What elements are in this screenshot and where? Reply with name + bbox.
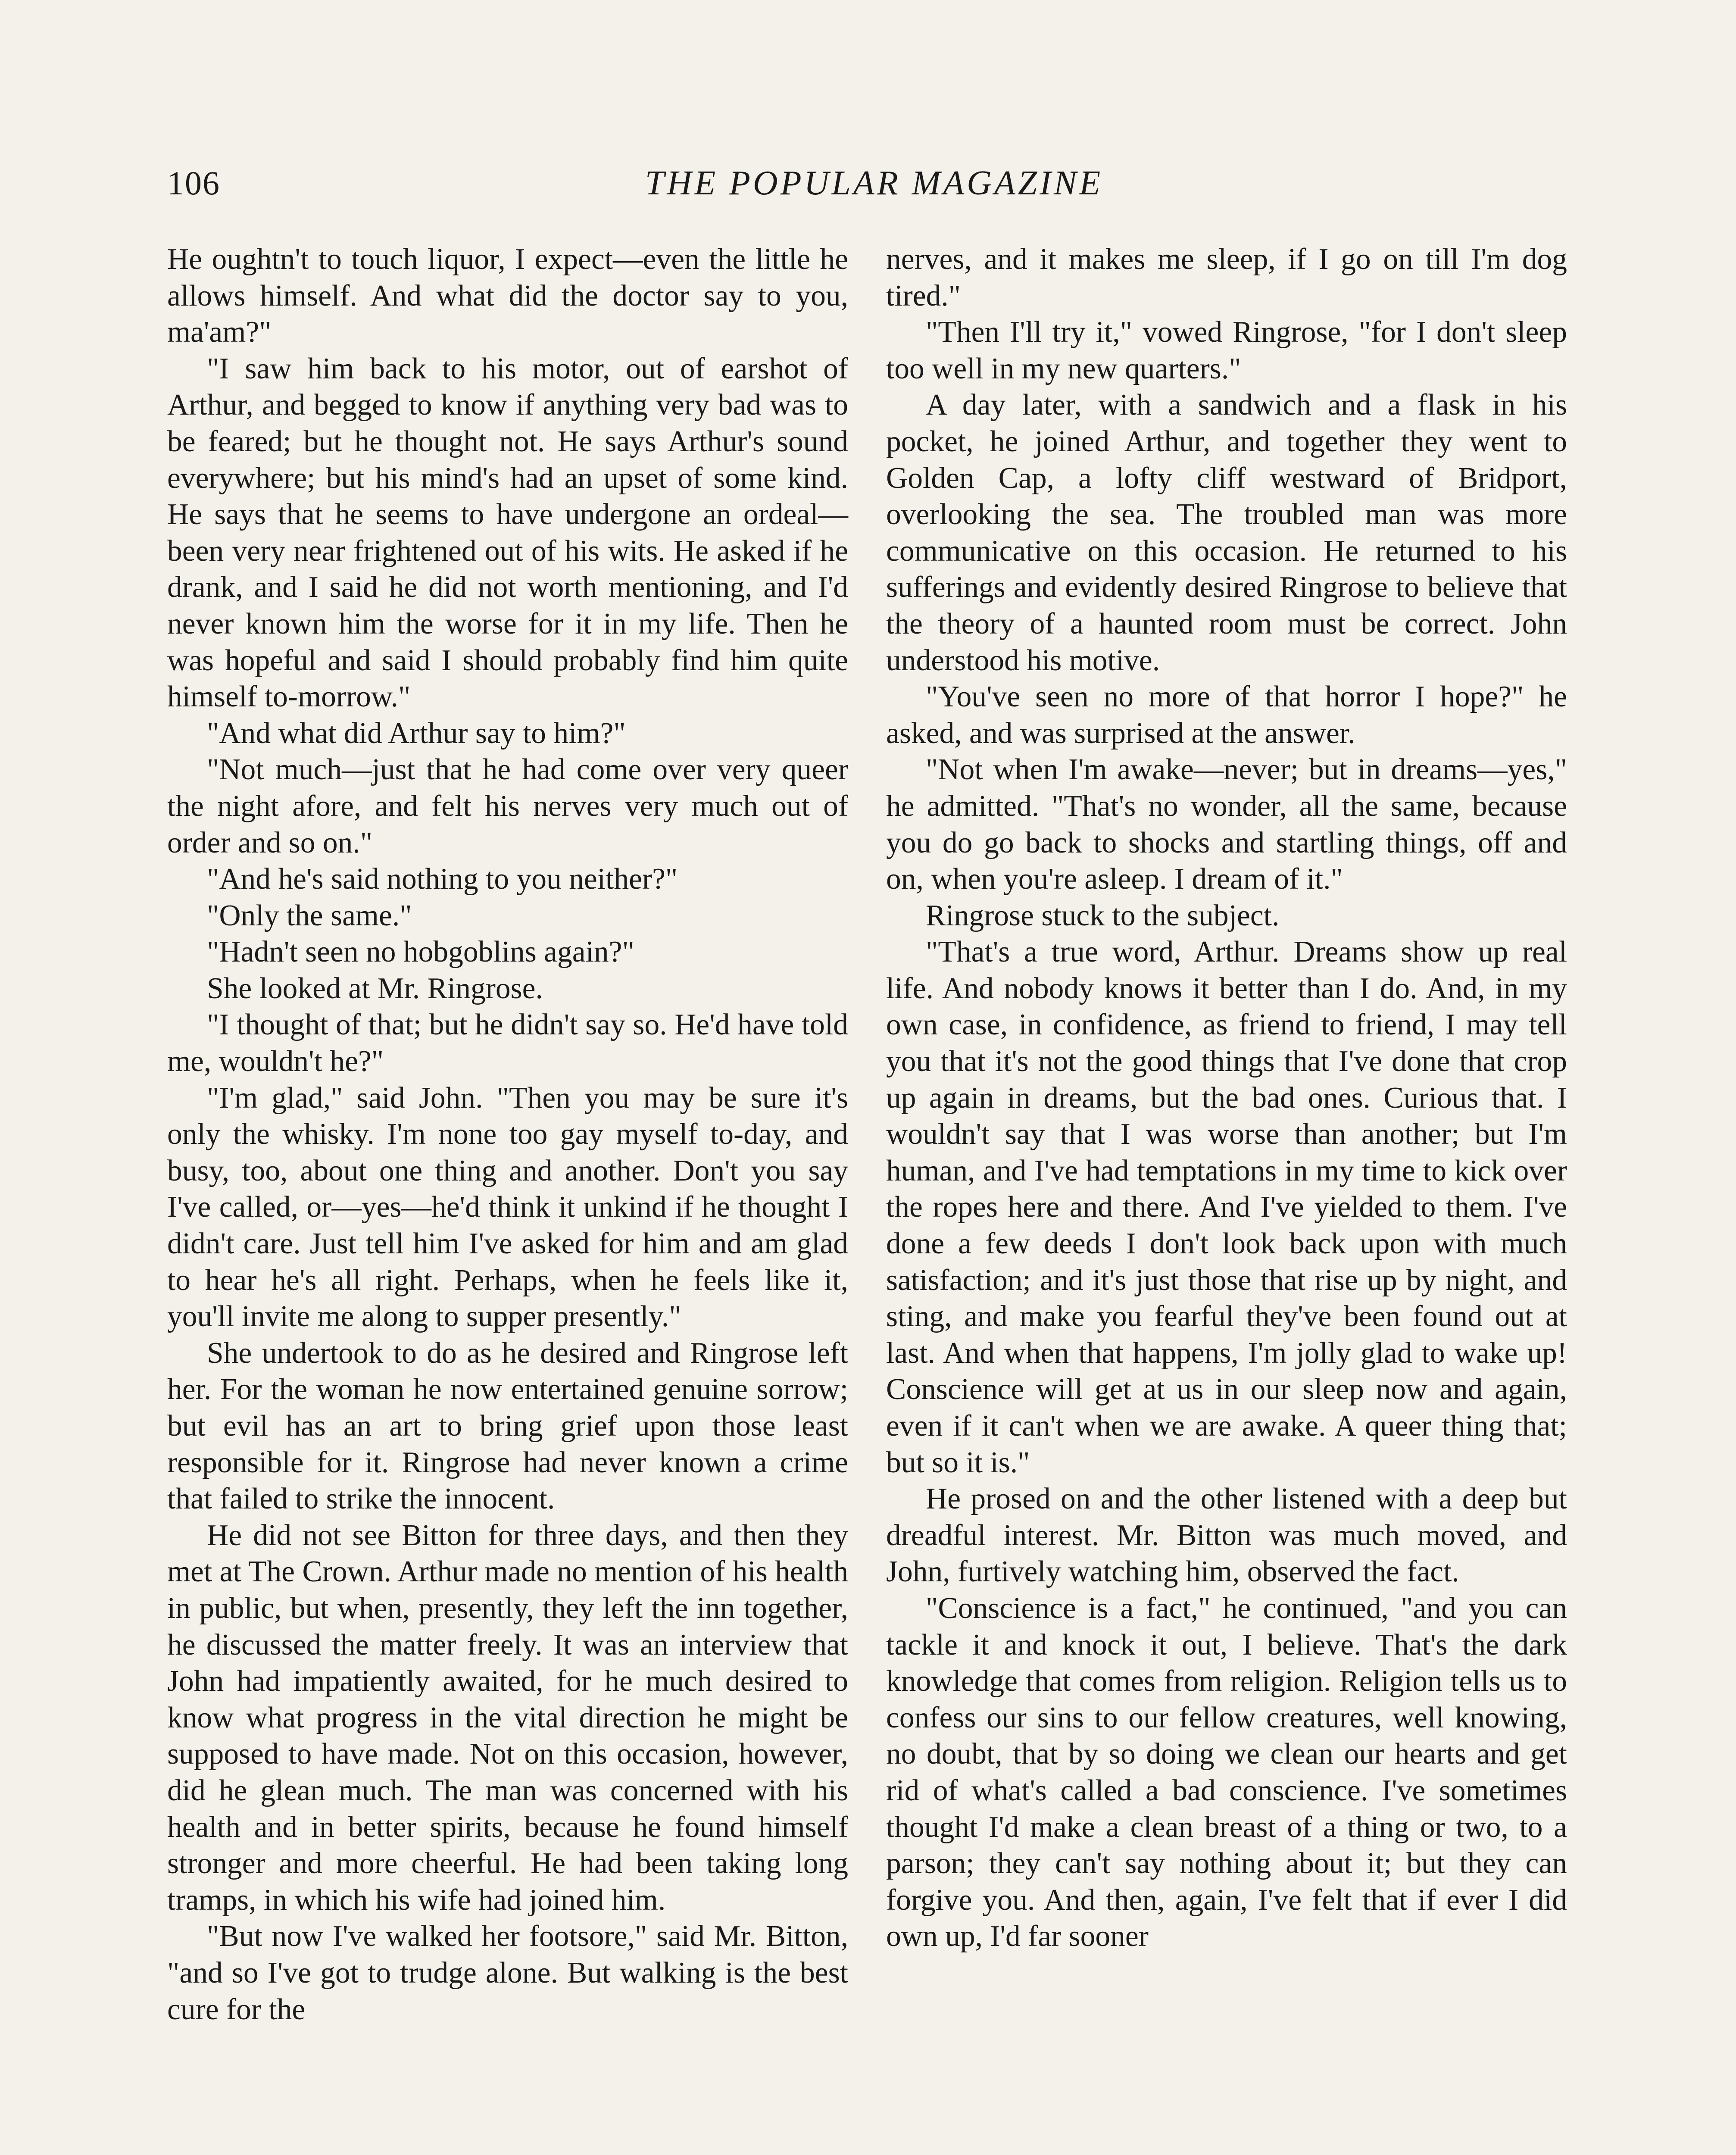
running-title: THE POPULAR MAGAZINE	[645, 164, 1103, 202]
paragraph: She undertook to do as he desired and Ringrose left her. For the woman he now entertained genuine sorrow; but evil has an art to bring grief upon those least responsible for it. Ringrose had never known a crime that failed to strike the innocent.	[167, 1336, 848, 1516]
paragraph: "And what did Arthur say to him?"	[207, 716, 626, 750]
paragraph: "And he's said nothing to you neither?"	[207, 862, 678, 896]
paragraph: He did not see Bitton for three days, and then they met at The Crown. Arthur made no mention of his health in public, but when, presently, they left the inn together, he discussed the matter freely. It was an interview that John had impatiently awaited, for he much desired to know what progress in the vital direction he might be supposed to have made. Not on this occasion, however, did he glean much. The man was concerned with his health and in better spirits, because he found himself stronger and more cheerful. He had been taking long tramps, in which his wife had joined him.	[167, 1518, 848, 1917]
paragraph: "Not much—just that he had come over very queer the night afore, and felt his nerves very much out of order and so on."	[167, 753, 848, 859]
paragraph: "I saw him back to his motor, out of earshot of Arthur, and begged to know if anything very bad was to be feared; but he thought not. He says Arthur's sound everywhere; but his mind's had an upset of some kind. He says that he seems to have undergone an ordeal—been very near frightened out of his wits. He asked if he drank, and I said he did not worth mentioning, and I'd never known him the worse for it in my life. Then he was hopeful and said I should probably find him quite himself to-morrow."	[167, 352, 848, 714]
paragraph: "Hadn't seen no hobgoblins again?"	[207, 935, 634, 969]
paragraph: A day later, with a sandwich and a flask in his pocket, he joined Arthur, and together they went to Golden Cap, a lofty cliff westward of Bridport, overlooking the sea. The troubled man was more communicative on this occasion. He returned to his sufferings and evidently desired Ringrose to believe that the theory of a haunted room must be correct. John understood his motive.	[886, 388, 1567, 677]
paragraph: nerves, and it makes me sleep, if I go on till I'm dog tired."	[886, 243, 1567, 312]
page-number: 106	[167, 164, 220, 202]
right-column	[886, 241, 1567, 1955]
paragraph: He oughtn't to touch liquor, I expect—even the little he allows himself. And what did the doctor say to you, ma'am?"	[167, 243, 848, 349]
paragraph: "Only the same."	[207, 899, 412, 932]
paragraph: He prosed on and the other listened with a deep but dreadful interest. Mr. Bitton was much moved, and John, furtively watching him, observed the fact.	[886, 1482, 1567, 1589]
paragraph: "Then I'll try it," vowed Ringrose, "for I don't sleep too well in my new quarters."	[886, 315, 1567, 385]
left-column	[167, 241, 848, 2028]
paragraph: "Not when I'm awake—never; but in dreams—yes," he admitted. "That's no wonder, all the same, because you do go back to shocks and startling things, off and on, when you're asleep. I dream of it."	[886, 753, 1567, 896]
paragraph: "You've seen no more of that horror I hope?" he asked, and was surprised at the answer.	[886, 680, 1567, 750]
paragraph: "I thought of that; but he didn't say so. He'd have told me, wouldn't he?"	[167, 1008, 848, 1078]
paragraph: "That's a true word, Arthur. Dreams show up real life. And nobody knows it better than I do. And, in my own case, in confidence, as friend to friend, I may tell you that it's not the good things that I've done that crop up again in dreams, but the bad ones. Curious that. I wouldn't say that I was worse than another; but I'm human, and I've had temptations in my time to kick over the ropes here and there. And I've yielded to them. I've done a few deeds I don't look back upon with much satisfaction; and it's just those that rise up by night, and sting, and make you fearful they've been found out at last. And when that happens, I'm jolly glad to wake up! Conscience will get at us in our sleep now and again, even if it can't when we are awake. A queer thing that; but so it is."	[886, 935, 1567, 1479]
paragraph: "I'm glad," said John. "Then you may be sure it's only the whisky. I'm none too gay myself to-day, and busy, too, about one thing and another. Don't you say I've called, or—yes—he'd think it unkind if he thought I didn't care. Just tell him I've asked for him and am glad to hear he's all right. Perhaps, when he feels like it, you'll invite me along to supper presently."	[167, 1081, 848, 1334]
paragraph: Ringrose stuck to the subject.	[926, 899, 1280, 932]
paragraph: "But now I've walked her footsore," said Mr. Bitton, "and so I've got to trudge alone. But walking is the best cure for the	[167, 1920, 848, 2026]
paragraph: She looked at Mr. Ringrose.	[207, 971, 543, 1005]
paragraph: "Conscience is a fact," he continued, "and you can tackle it and knock it out, I believe. That's the dark knowledge that comes from religion. Religion tells us to confess our sins to our fellow creatures, well knowing, no doubt, that by so doing we clean our hearts and get rid of what's called a bad conscience. I've sometimes thought I'd make a clean breast of a thing or two, to a parson; they can't say nothing about it; but they can forgive you. And then, again, I've felt that if ever I did own up, I'd far sooner	[886, 1591, 1567, 1953]
page-header	[167, 164, 1581, 211]
